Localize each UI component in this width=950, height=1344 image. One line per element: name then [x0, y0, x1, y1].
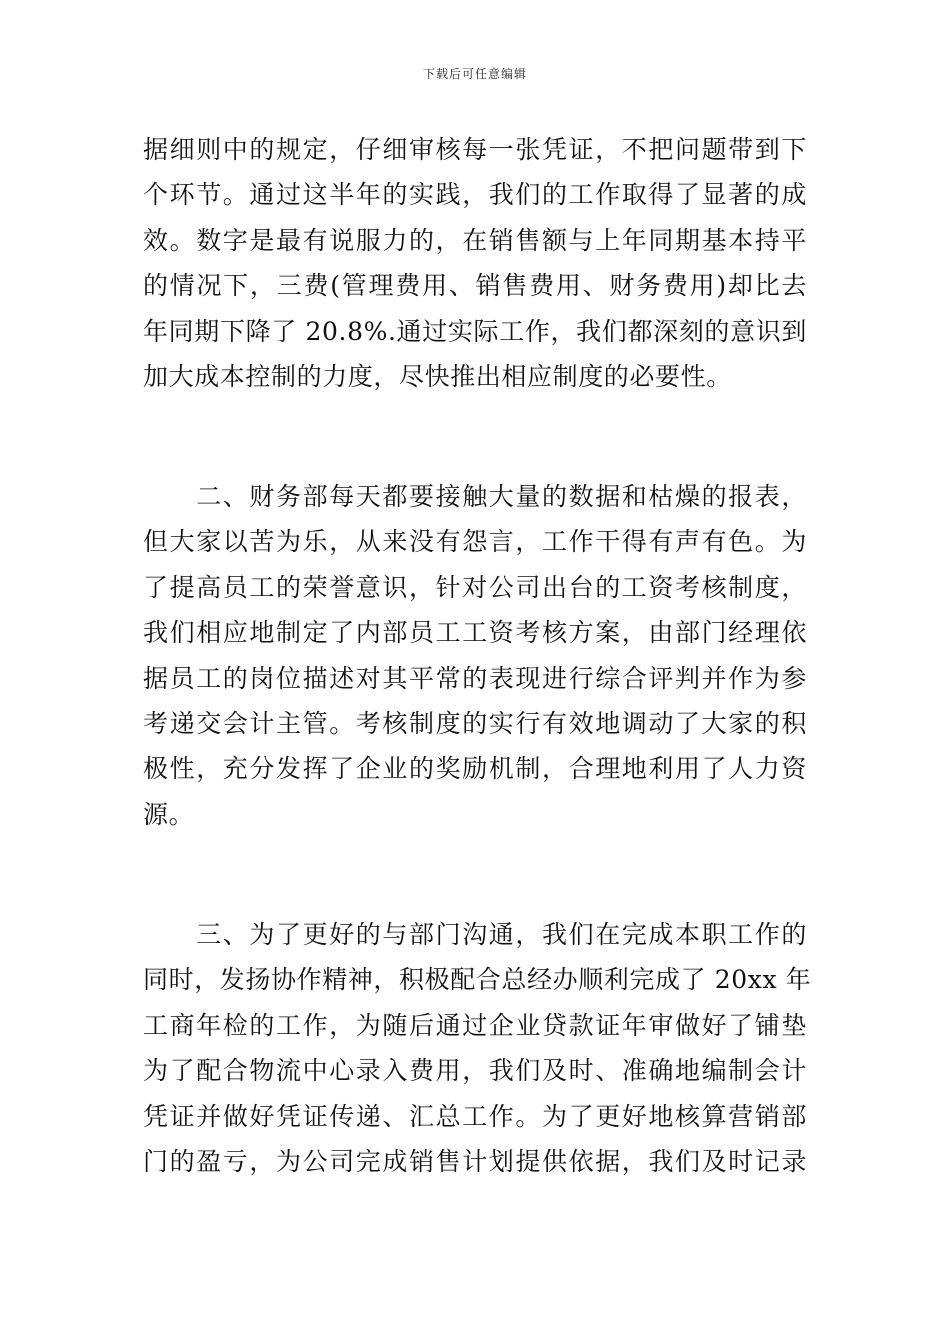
text-line: 效。数字是最有说服力的，在销售额与上年同期基本持平 [143, 225, 807, 255]
text-line: 为了配合物流中心录入费用，我们及时、准确地编制会计 [143, 1056, 807, 1086]
text-line: 年同期下降了 20.8%.通过实际工作，我们都深刻的意识到 [143, 316, 807, 346]
text-line: 个环节。通过这半年的实践，我们的工作取得了显著的成 [143, 180, 807, 210]
text-line: 同时，发扬协作精神，积极配合总经办顺利完成了 20xx 年 [143, 965, 812, 995]
text-line: 考递交会计主管。考核制度的实行有效地调动了大家的积 [143, 709, 807, 739]
page-header: 下载后可任意编辑 [422, 67, 527, 81]
text-line: 三、为了更好的与部门沟通，我们在完成本职工作的 [143, 920, 807, 949]
text-line: 源。 [143, 799, 195, 829]
text-line: 据员工的岗位描述对其平常的表现进行综合评判并作为参 [143, 663, 807, 693]
paragraph-section-three [143, 912, 812, 1184]
text-line: 工商年检的工作，为随后通过企业贷款证年审做好了铺垫 [143, 1010, 807, 1040]
text-line: 但大家以苦为乐，从来没有怨言，工作干得有声有色。为 [143, 527, 807, 557]
text-line: 的情况下，三费(管理费用、销售费用、财务费用)却比去 [143, 271, 807, 301]
text-line: 极性，充分发挥了企业的奖励机制，合理地利用了人力资 [143, 754, 807, 784]
text-line: 门的盈亏，为公司完成销售计划提供依据，我们及时记录 [143, 1147, 807, 1177]
paragraph-cost-control [143, 127, 807, 399]
text-line: 凭证并做好凭证传递、汇总工作。为了更好地核算营销部 [143, 1101, 807, 1131]
text-line: 加大成本控制的力度，尽快推出相应制度的必要性。 [143, 362, 732, 392]
text-line: 我们相应地制定了内部员工工资考核方案，由部门经理依 [143, 618, 807, 648]
text-line: 二、财务部每天都要接触大量的数据和枯燥的报表， [143, 482, 807, 511]
text-line: 据细则中的规定，仔细审核每一张凭证，不把问题带到下 [143, 135, 807, 164]
text-line: 了提高员工的荣誉意识，针对公司出台的工资考核制度， [143, 572, 807, 602]
paragraph-section-two [143, 474, 807, 837]
